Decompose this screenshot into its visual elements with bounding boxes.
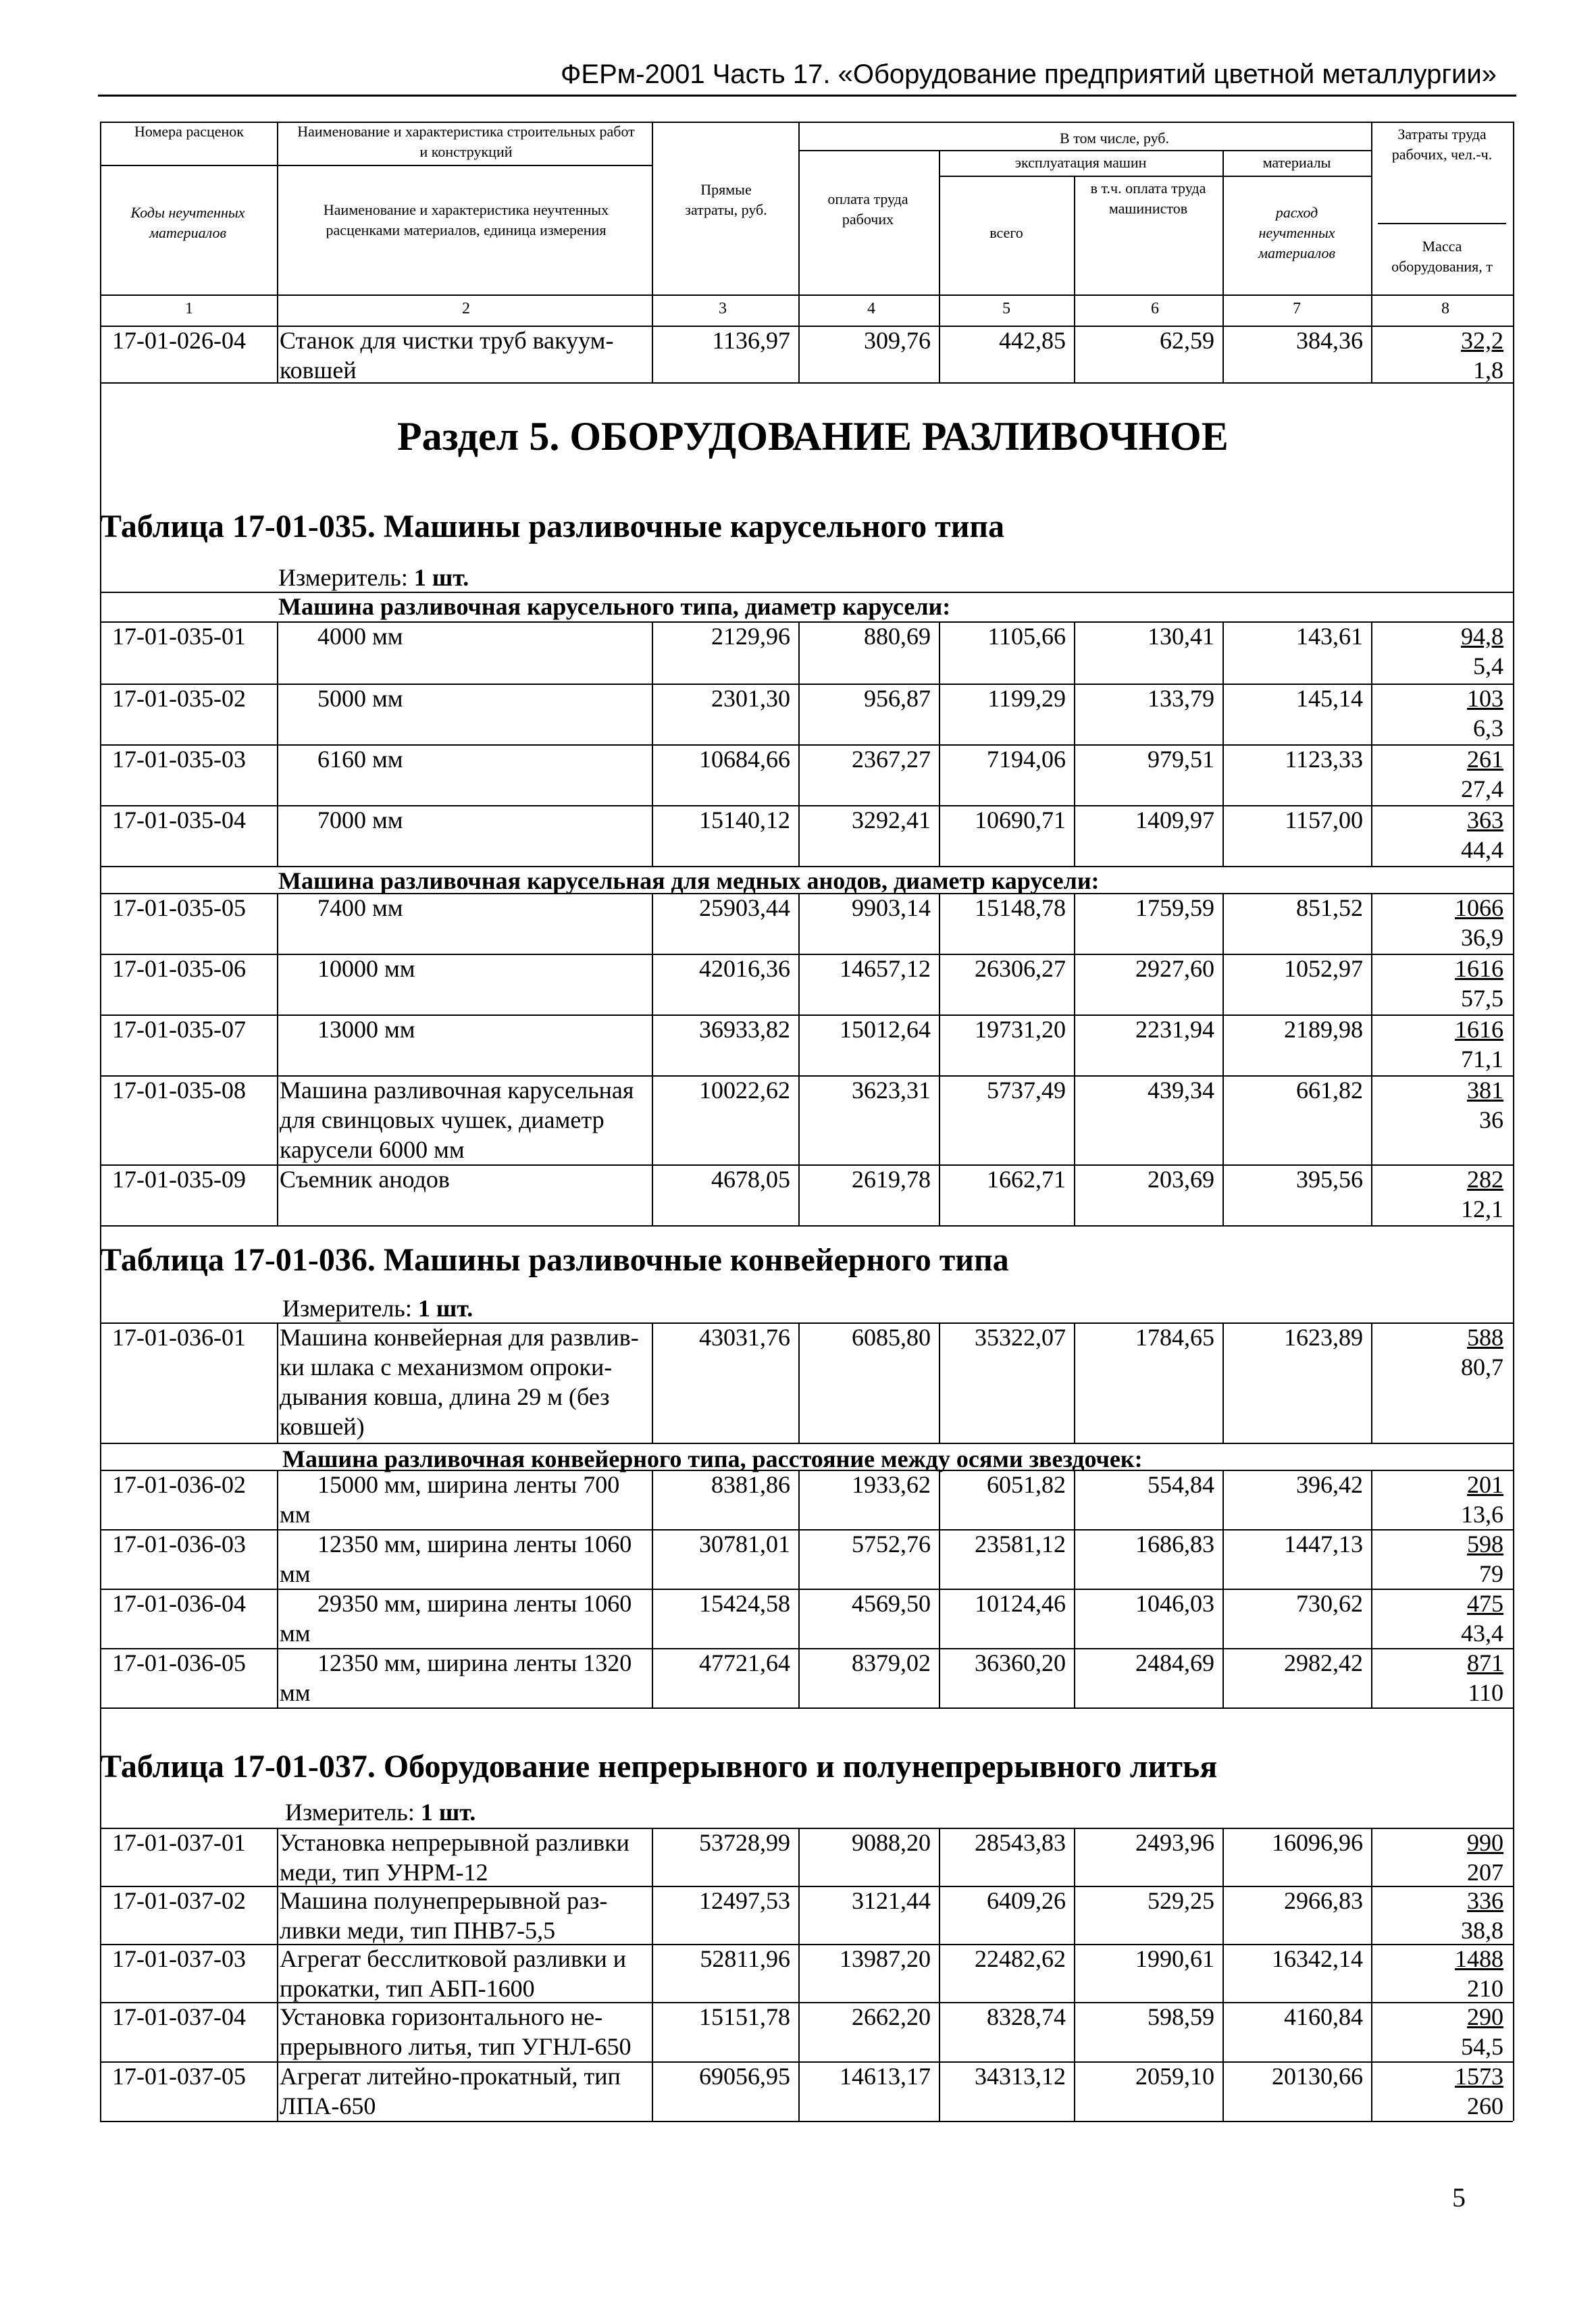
operators-wages: 1686,83: [1135, 1531, 1214, 1558]
machines-total: 1199,29: [987, 685, 1066, 712]
direct-cost: 4678,05: [711, 1166, 790, 1193]
machines-total: 6051,82: [987, 1471, 1066, 1498]
rate-code: 17-01-037-02: [112, 1887, 246, 1914]
rate-code: 17-01-026-04: [112, 327, 246, 354]
labor-cost: 1066: [1455, 894, 1503, 921]
operators-wages: 598,59: [1148, 2003, 1214, 2030]
materials-cost: 384,36: [1296, 327, 1363, 354]
rate-code: 17-01-036-01: [112, 1324, 246, 1351]
operators-wages: 1759,59: [1135, 894, 1214, 921]
row-name: Станок для чистки труб вакуум-ковшей: [280, 327, 614, 384]
operators-wages: 1409,97: [1135, 806, 1214, 833]
labor-cost: 588: [1467, 1324, 1503, 1351]
table-title: Таблица 17-01-037. Оборудование непрерывного и полунепрерывного литья: [100, 1749, 1218, 1784]
materials-cost: 1623,89: [1284, 1324, 1363, 1351]
machines-total: 7194,06: [987, 746, 1066, 773]
col-name-label: Наименование и характеристика строительных работ и конструкций: [297, 123, 635, 160]
row-name-line: Машина конвейерная для развлив-: [280, 1324, 639, 1351]
labor-cost: 475: [1467, 1590, 1503, 1617]
direct-cost: 52811,96: [700, 1945, 790, 1972]
equipment-mass: 207: [1467, 1859, 1503, 1886]
wages: 956,87: [864, 685, 931, 712]
direct-cost: 15424,58: [699, 1590, 790, 1617]
row-name-line: 7400 мм: [317, 894, 403, 921]
row-name-line: мм: [280, 1679, 311, 1706]
labor-cost: 990: [1467, 1829, 1503, 1856]
col-number-7: 7: [1293, 300, 1301, 317]
machines-total: 34313,12: [975, 2063, 1066, 2090]
col-name2-label: Наименование и характеристика неучтенных расценками материалов, единица измерения: [323, 201, 609, 238]
materials-cost: 16096,96: [1272, 1829, 1363, 1856]
group-heading: Машина разливочная карусельная для медных анодов, диаметр карусели:: [278, 867, 1100, 894]
rate-code: 17-01-036-02: [112, 1471, 246, 1498]
operators-wages: 2927,60: [1135, 955, 1214, 982]
materials-cost: 1157,00: [1285, 806, 1363, 833]
operators-wages: 1784,65: [1135, 1324, 1214, 1351]
direct-cost: 25903,44: [699, 894, 790, 921]
row-name-line: меди, тип УНРМ-12: [280, 1859, 488, 1886]
rate-code: 17-01-036-05: [112, 1649, 246, 1676]
equipment-mass: 13,6: [1461, 1501, 1503, 1528]
equipment-mass: 44,4: [1461, 836, 1503, 863]
direct-cost: 42016,36: [699, 955, 790, 982]
machines-total: 5737,49: [987, 1077, 1066, 1104]
wages: 2367,27: [852, 746, 931, 773]
materials-cost: 661,82: [1296, 1077, 1363, 1104]
direct-cost: 10022,62: [699, 1077, 790, 1104]
direct-cost: 15151,78: [699, 2003, 790, 2030]
direct-cost: 2129,96: [711, 623, 790, 650]
labor-cost: 94,8: [1461, 623, 1503, 650]
operators-wages: 62,59: [1160, 327, 1214, 354]
row-name-line: Машина полунепрерывной раз-: [280, 1887, 608, 1914]
row-name-line: 12350 мм, ширина ленты 1060: [317, 1531, 632, 1558]
row-name-line: Агрегат бесслитковой разливки и: [280, 1945, 627, 1972]
labor-cost: 336: [1467, 1887, 1503, 1914]
group-heading: Машина разливочная конвейерного типа, расстояние между осями звездочек:: [282, 1445, 1143, 1472]
machines-total: 1662,71: [987, 1166, 1066, 1193]
col-operators-label: в т.ч. оплата труда машинистов: [1090, 180, 1206, 217]
col-direct-label: Прямые затраты, руб.: [685, 181, 767, 218]
row-name-line: Установка непрерывной разливки: [280, 1829, 629, 1856]
table-title: Таблица 17-01-036. Машины разливочные конвейерного типа: [100, 1242, 1009, 1278]
materials-cost: 2189,98: [1284, 1016, 1363, 1043]
labor-cost: 1616: [1455, 1016, 1503, 1043]
wages: 3121,44: [852, 1887, 931, 1914]
equipment-mass: 38,8: [1461, 1917, 1503, 1944]
equipment-mass: 260: [1467, 2092, 1503, 2119]
operators-wages: 979,51: [1148, 746, 1214, 773]
equipment-mass: 1,8: [1473, 357, 1503, 384]
operators-wages: 130,41: [1148, 623, 1214, 650]
row-name-line: Установка горизонтального не-: [280, 2003, 603, 2030]
row-name-line: Машина разливочная карусельная: [280, 1077, 634, 1104]
machines-total: 35322,07: [975, 1324, 1066, 1351]
direct-cost: 36933,82: [699, 1016, 790, 1043]
operators-wages: 554,84: [1148, 1471, 1214, 1498]
operators-wages: 2493,96: [1135, 1829, 1214, 1856]
row-name-line: 4000 мм: [317, 623, 403, 650]
machines-total: 19731,20: [975, 1016, 1066, 1043]
operators-wages: 2484,69: [1135, 1649, 1214, 1676]
equipment-mass: 210: [1467, 1975, 1503, 2002]
operators-wages: 439,34: [1148, 1077, 1214, 1104]
materials-cost: 1052,97: [1284, 955, 1363, 982]
wages: 9088,20: [852, 1829, 931, 1856]
group-heading: Машина разливочная карусельного типа, диаметр карусели:: [278, 593, 951, 620]
col-number-2: 2: [462, 300, 470, 317]
machines-total: 10124,46: [975, 1590, 1066, 1617]
operators-wages: 133,79: [1148, 685, 1214, 712]
materials-cost: 4160,84: [1284, 2003, 1363, 2030]
labor-cost: 103: [1467, 685, 1503, 712]
col-labor-label: Затраты труда рабочих, чел.-ч.: [1391, 126, 1493, 163]
machines-total: 1105,66: [987, 623, 1066, 650]
machines-total: 36360,20: [975, 1649, 1066, 1676]
rate-code: 17-01-035-07: [112, 1016, 246, 1043]
row-name-line: 15000 мм, ширина ленты 700: [317, 1471, 620, 1498]
rate-code: 17-01-036-04: [112, 1590, 246, 1617]
materials-cost: 396,42: [1296, 1471, 1363, 1498]
table-title: Таблица 17-01-035. Машины разливочные карусельного типа: [100, 509, 1005, 544]
row-name-line: для свинцовых чушек, диаметр: [280, 1106, 604, 1133]
row-name-line: ЛПА-650: [280, 2092, 376, 2119]
unit-measure: Измеритель: 1 шт.: [285, 1799, 476, 1826]
row-name-line: дывания ковша, длина 29 м (без: [280, 1383, 610, 1410]
direct-cost: 10684,66: [699, 746, 790, 773]
equipment-mass: 54,5: [1461, 2033, 1503, 2060]
col-mass-label: Масса оборудования, т: [1391, 238, 1493, 275]
rate-code: 17-01-037-05: [112, 2063, 246, 2090]
equipment-mass: 57,5: [1461, 985, 1503, 1012]
machines-total: 442,85: [999, 327, 1066, 354]
rate-code: 17-01-035-03: [112, 746, 246, 773]
materials-cost: 16342,14: [1272, 1945, 1363, 1972]
row-name-line: 10000 мм: [317, 955, 415, 982]
labor-cost: 871: [1467, 1649, 1503, 1676]
col-number-1: 1: [185, 300, 193, 317]
direct-cost: 47721,64: [699, 1649, 790, 1676]
labor-cost: 381: [1467, 1077, 1503, 1104]
machines-total: 10690,71: [975, 806, 1066, 833]
wages: 1933,62: [852, 1471, 931, 1498]
page-number: 5: [1452, 2182, 1466, 2213]
machines-total: 22482,62: [975, 1945, 1066, 1972]
materials-cost: 730,62: [1296, 1590, 1363, 1617]
col-materials-label: материалы: [1262, 154, 1331, 171]
col-number-4: 4: [867, 300, 875, 317]
equipment-mass: 43,4: [1461, 1620, 1503, 1647]
unit-measure: Измеритель: 1 шт.: [282, 1295, 473, 1322]
equipment-mass: 36,9: [1461, 924, 1503, 951]
wages: 13987,20: [840, 1945, 931, 1972]
materials-cost: 20130,66: [1272, 2063, 1363, 2090]
rate-code: 17-01-035-04: [112, 806, 246, 833]
col-total-label: всего: [989, 224, 1023, 241]
row-name-line: Агрегат литейно-прокатный, тип: [280, 2063, 621, 2090]
machines-total: 15148,78: [975, 894, 1066, 921]
unit-measure: Измеритель: 1 шт.: [278, 564, 469, 591]
direct-cost: 30781,01: [699, 1531, 790, 1558]
direct-cost: 69056,95: [699, 2063, 790, 2090]
col-codes-label: Коды неучтенных материалов: [130, 204, 245, 241]
row-name-line: прокатки, тип АБП-1600: [280, 1975, 535, 2002]
wages: 880,69: [864, 623, 931, 650]
row-name-line: Съемник анодов: [280, 1166, 450, 1193]
direct-cost: 15140,12: [699, 806, 790, 833]
labor-cost: 32,2: [1461, 327, 1503, 354]
row-name-line: 13000 мм: [317, 1016, 415, 1043]
col-number-8: 8: [1441, 300, 1449, 317]
wages: 3292,41: [852, 806, 931, 833]
operators-wages: 1046,03: [1135, 1590, 1214, 1617]
materials-cost: 395,56: [1296, 1166, 1363, 1193]
wages: 14657,12: [840, 955, 931, 982]
wages: 6085,80: [852, 1324, 931, 1351]
row-name-line: 7000 мм: [317, 806, 403, 833]
rate-code: 17-01-037-03: [112, 1945, 246, 1972]
labor-cost: 363: [1467, 806, 1503, 833]
wages: 309,76: [864, 327, 931, 354]
rate-code: 17-01-035-08: [112, 1077, 246, 1104]
equipment-mass: 5,4: [1473, 652, 1503, 679]
direct-cost: 2301,30: [711, 685, 790, 712]
materials-cost: 145,14: [1296, 685, 1363, 712]
col-number-3: 3: [719, 300, 727, 317]
materials-cost: 2982,42: [1284, 1649, 1363, 1676]
materials-cost: 2966,83: [1284, 1887, 1363, 1914]
wages: 5752,76: [852, 1531, 931, 1558]
direct-cost: 53728,99: [699, 1829, 790, 1856]
operators-wages: 2231,94: [1135, 1016, 1214, 1043]
rate-code: 17-01-036-03: [112, 1531, 246, 1558]
labor-cost: 261: [1467, 746, 1503, 773]
direct-cost: 12497,53: [699, 1887, 790, 1914]
operators-wages: 2059,10: [1135, 2063, 1214, 2090]
row-name-line: прерывного литья, тип УГНЛ-650: [280, 2033, 632, 2060]
machines-total: 6409,26: [987, 1887, 1066, 1914]
labor-cost: 598: [1467, 1531, 1503, 1558]
running-header: ФЕРм-2001 Часть 17. «Оборудование предприятий цветной металлургии»: [561, 59, 1497, 89]
row-name-line: 5000 мм: [317, 685, 403, 712]
wages: 2662,20: [852, 2003, 931, 2030]
rate-code: 17-01-035-09: [112, 1166, 246, 1193]
labor-cost: 1616: [1455, 955, 1503, 982]
labor-cost: 1488: [1455, 1945, 1503, 1972]
equipment-mass: 6,3: [1473, 715, 1503, 742]
col-unaccounted-label: расход неучтенных материалов: [1258, 204, 1336, 261]
operators-wages: 529,25: [1148, 1887, 1214, 1914]
row-name-line: карусели 6000 мм: [280, 1136, 465, 1163]
row-name-line: 29350 мм, ширина ленты 1060: [317, 1590, 632, 1617]
labor-cost: 201: [1467, 1471, 1503, 1498]
direct-cost: 8381,86: [711, 1471, 790, 1498]
row-name-line: мм: [280, 1560, 311, 1587]
materials-cost: 851,52: [1296, 894, 1363, 921]
machines-total: 23581,12: [975, 1531, 1066, 1558]
row-name-line: ки шлака с механизмом опроки-: [280, 1354, 613, 1381]
col-group-label: В том числе, руб.: [1060, 130, 1169, 147]
wages: 3623,31: [852, 1077, 931, 1104]
equipment-mass: 36: [1479, 1106, 1503, 1133]
row-name-line: ковшей): [280, 1413, 365, 1440]
equipment-mass: 27,4: [1461, 775, 1503, 802]
col-number-6: 6: [1151, 300, 1159, 317]
header-rule: [98, 95, 1516, 97]
machines-total: 26306,27: [975, 955, 1066, 982]
materials-cost: 1447,13: [1284, 1531, 1363, 1558]
wages: 14613,17: [840, 2063, 931, 2090]
col-wages-label: оплата труда рабочих: [827, 190, 908, 228]
col-number-5: 5: [1002, 300, 1010, 317]
equipment-mass: 71,1: [1461, 1046, 1503, 1073]
rate-code: 17-01-035-06: [112, 955, 246, 982]
row-name-line: мм: [280, 1620, 311, 1647]
equipment-mass: 12,1: [1461, 1195, 1503, 1223]
operators-wages: 203,69: [1148, 1166, 1214, 1193]
col-machines-label: эксплуатация машин: [1014, 154, 1147, 171]
materials-cost: 1123,33: [1285, 746, 1363, 773]
wages: 15012,64: [840, 1016, 931, 1043]
machines-total: 8328,74: [987, 2003, 1066, 2030]
row-name-line: мм: [280, 1501, 311, 1528]
rate-code: 17-01-035-02: [112, 685, 246, 712]
row-name-line: 12350 мм, ширина ленты 1320: [317, 1649, 632, 1676]
equipment-mass: 79: [1479, 1560, 1503, 1587]
labor-cost: 290: [1467, 2003, 1503, 2030]
direct-cost: 1136,97: [712, 327, 790, 354]
wages: 4569,50: [852, 1590, 931, 1617]
wages: 2619,78: [852, 1166, 931, 1193]
rate-code: 17-01-037-04: [112, 2003, 246, 2030]
equipment-mass: 110: [1468, 1679, 1503, 1706]
col-rates-label: Номера расценок: [134, 123, 244, 140]
row-name-line: ливки меди, тип ПНВ7-5,5: [280, 1917, 556, 1944]
wages: 9903,14: [852, 894, 931, 921]
labor-cost: 1573: [1455, 2063, 1503, 2090]
row-name-line: 6160 мм: [317, 746, 403, 773]
materials-cost: 143,61: [1296, 623, 1363, 650]
labor-cost: 282: [1467, 1166, 1503, 1193]
wages: 8379,02: [852, 1649, 931, 1676]
section-title: Раздел 5. ОБОРУДОВАНИЕ РАЗЛИВОЧНОЕ: [397, 414, 1229, 459]
operators-wages: 1990,61: [1135, 1945, 1214, 1972]
rate-code: 17-01-035-05: [112, 894, 246, 921]
direct-cost: 43031,76: [699, 1324, 790, 1351]
machines-total: 28543,83: [975, 1829, 1066, 1856]
rate-code: 17-01-035-01: [112, 623, 246, 650]
equipment-mass: 80,7: [1461, 1354, 1503, 1381]
rate-code: 17-01-037-01: [112, 1829, 246, 1856]
